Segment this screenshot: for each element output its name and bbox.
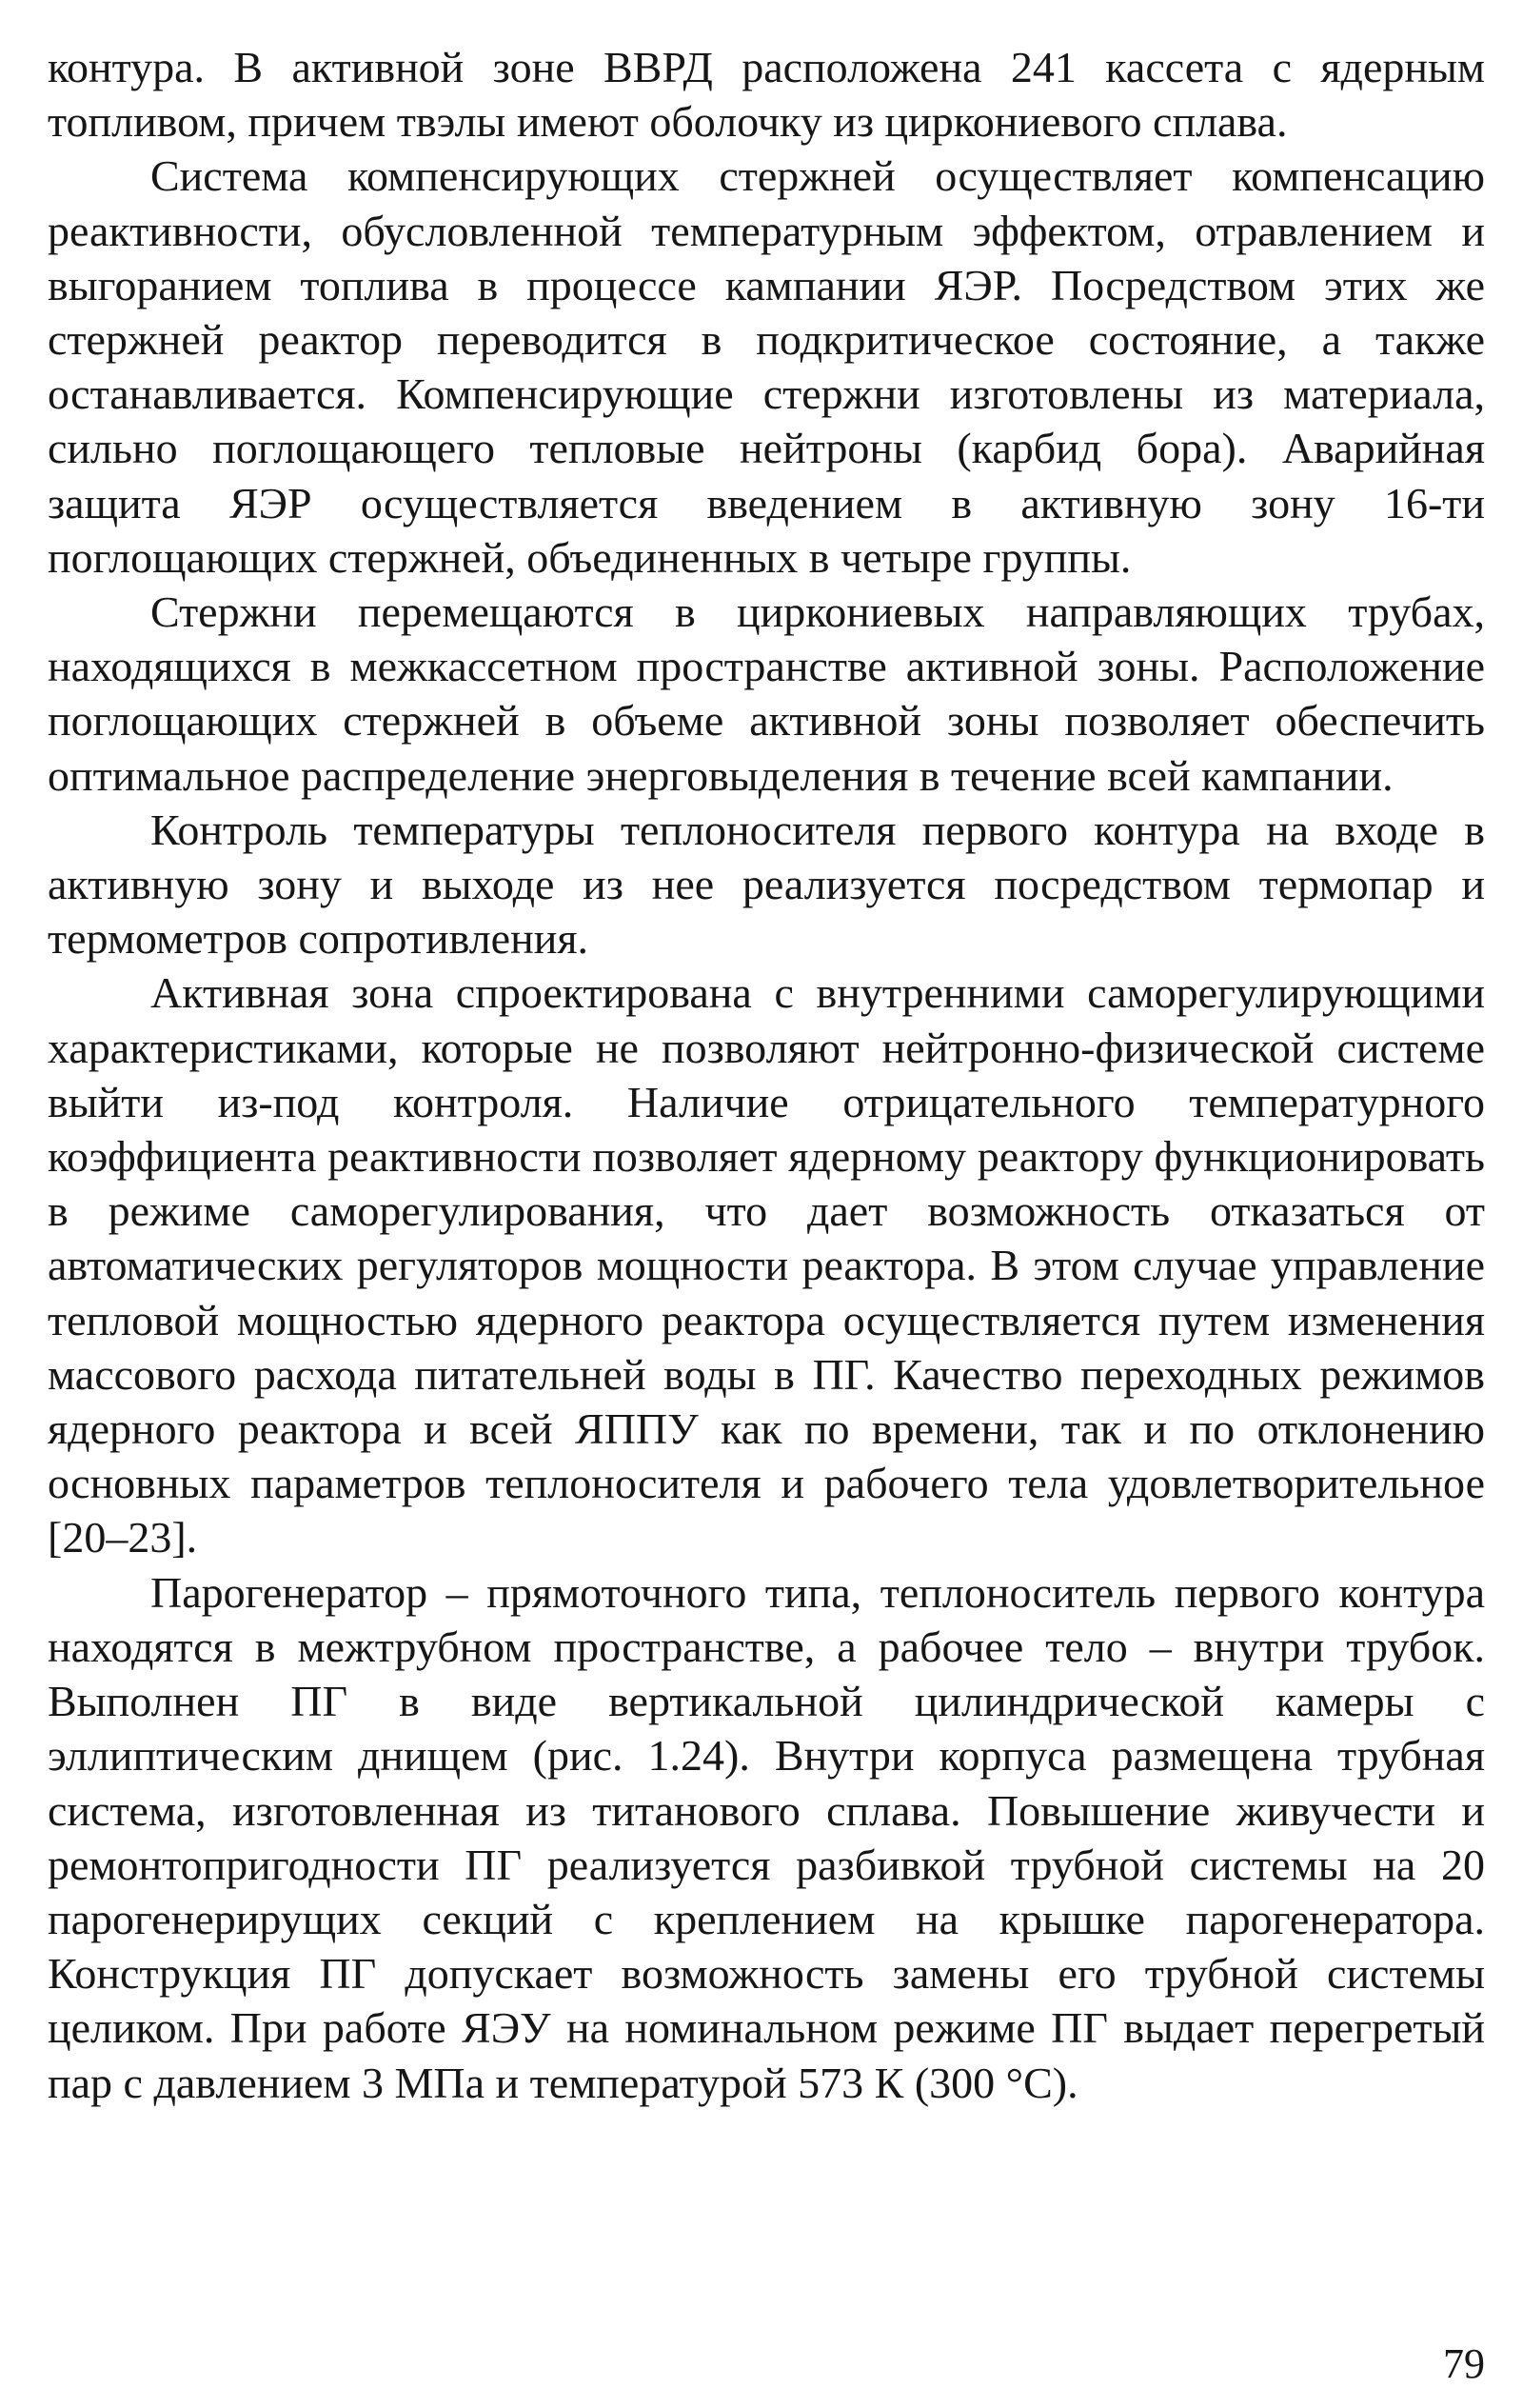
paragraph-self-regulation: Активная зона спроектирована с внутренними саморегулирующими характеристиками, которые не позволяют нейтронно-физической системе выйти из-под контроля. Наличие отрицательного температурного коэффициента реактивности позволяет ядерному реактору функционировать в режиме саморегулирования, что дает возможность отказаться от автоматических регуляторов мощности реактора. В этом случае управление тепловой мощностью ядерного реактора осуществляется путем изменения массового расхода питательней воды в ПГ. Качество переходных режимов ядерного реактора и всей ЯППУ как по времени, так и по отклонению основных параметров теплоносителя и рабочего тела удовлетворительное [20–23]. bbox=[48, 968, 1485, 1562]
page-number: 79 bbox=[1443, 2340, 1485, 2387]
paragraph-steam-generator: Парогенератор – прямоточного типа, теплоноситель первого контура находятся в межтрубном пространстве, а рабочее тело – внутри трубок. Выполнен ПГ в виде вертикальной цилиндрической камеры с эллиптическим днищем (рис. 1.24). Внутри корпуса размещена трубная система, изготовленная из титанового сплава. Повышение живучести и ремонтопригодности ПГ реализуется разбивкой трубной системы на 20 парогенерирущих секций с креплением на крышке парогенератора. Конструкция ПГ допускает возможность замены его трубной системы целиком. При работе ЯЭУ на номинальном режиме ПГ выдает перегретый пар с давлением 3 МПа и температурой 573 К (300 °С). bbox=[48, 1567, 1485, 2107]
page-body bbox=[48, 40, 1485, 2110]
paragraph-rod-guide-tubes: Стержни перемещаются в циркониевых направляющих трубах, находящихся в межкассетном пространстве активной зоны. Расположение поглощающих стержней в объеме активной зоны позволяет обеспечить оптимальное распределение энерговыделения в течение всей кампании. bbox=[48, 587, 1485, 800]
paragraph-continued: контура. В активной зоне ВВРД расположена 241 кассета с ядерным топливом, причем твэлы имеют оболочку из циркониевого сплава. bbox=[48, 43, 1485, 147]
paragraph-compensating-rods: Система компенсирующих стержней осуществляет компенсацию реактивности, обусловленной температурным эффектом, отравлением и выгоранием топлива в процессе кампании ЯЭР. Посредством этих же стержней реактор переводится в подкритическое состояние, а также останавливается. Компенсирующие стержни изготовлены из материала, сильно поглощающего тепловые нейтроны (карбид бора). Аварийная защита ЯЭР осуществляется введением в активную зону 16-ти поглощающих стержней, объединенных в четыре группы. bbox=[48, 151, 1485, 582]
paragraph-temperature-control: Контроль температуры теплоносителя первого контура на входе в активную зону и выходе из нее реализуется посредством термопар и термометров сопротивления. bbox=[48, 805, 1485, 964]
